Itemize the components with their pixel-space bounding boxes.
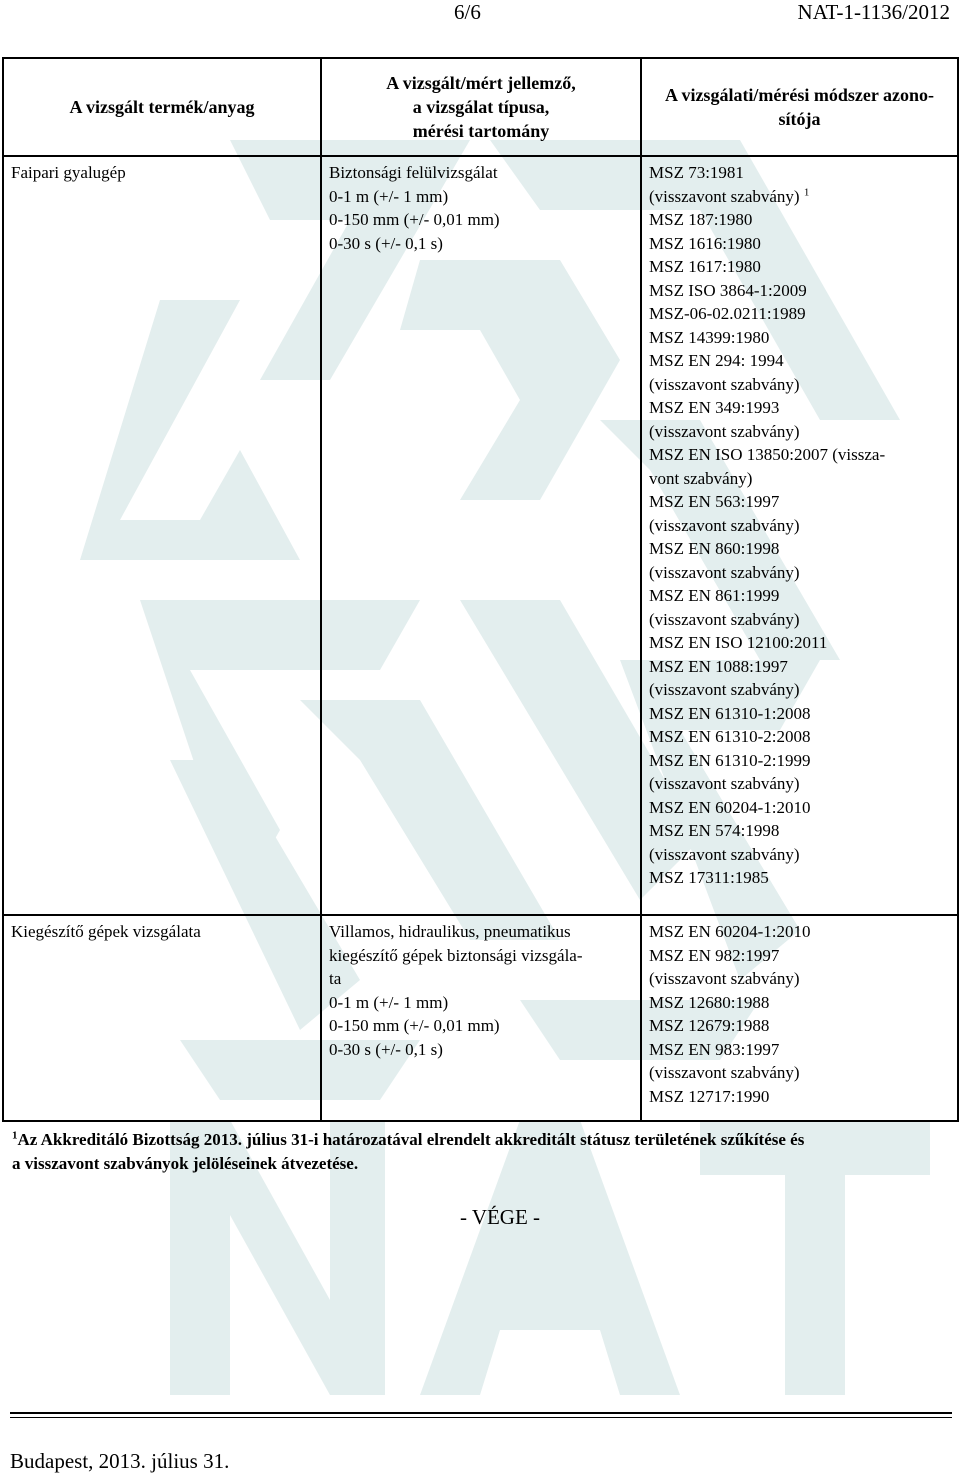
table-header-row: [3, 58, 958, 156]
document-id: NAT-1-1136/2012: [797, 0, 950, 24]
table-row: [3, 915, 958, 1121]
accreditation-table: [2, 57, 959, 1122]
characteristics-cell: Villamos, hidraulikus, pneumatikus kiegészítő gépek biztonsági vizsgála- ta 0-1 m (+/- 1 mm) 0-150 mm (+/- 0,01 mm) 0-30 s (+/- 0,1 s): [321, 915, 641, 1121]
product-cell: Kiegészítő gépek vizsgálata: [3, 915, 321, 1121]
characteristics-cell: Biztonsági felülvizsgálat 0-1 m (+/- 1 mm) 0-150 mm (+/- 0,01 mm) 0-30 s (+/- 0,1 s): [321, 156, 641, 915]
end-mark: - VÉGE -: [459, 1205, 541, 1229]
footer-divider-thin: [10, 1417, 952, 1418]
product-cell: Faipari gyalugép: [3, 156, 321, 915]
footnote: $^1$Az Akkreditáló Bizottság 2013. július 31-i határozatával elrendelt akkreditált státusz területének szűkítése és a visszavont szabványok jelöléseinek átvezetése.: [12, 1129, 805, 1173]
footnote-marker: 1: [12, 1129, 18, 1142]
methods-cell: MSZ 73:1981 (visszavont szabvány) $^1$ MSZ 187:1980 MSZ 1616:1980 MSZ 1617:1980 MSZ ISO 3864-1:2009 MSZ-06-02.0211:1989 MSZ 14399:1980 MSZ EN 294: 1994 (visszavont szabvány) MSZ EN 349:1993 (visszavont szabvány) MSZ EN ISO 13850:2007 (vissza- vont szabvány) MSZ EN 563:1997 (visszavont szabvány) MSZ EN 860:1998 (visszavont szabvány) MSZ EN 861:1999 (visszavont szabvány) MSZ EN ISO 12100:2011 MSZ EN 1088:1997 (visszavont szabvány) MSZ EN 61310-1:2008 MSZ EN 61310-2:2008 MSZ EN 61310-2:1999 (visszavont szabvány) MSZ EN 60204-1:2010 MSZ EN 574:1998 (visszavont szabvány) MSZ 17311:1985: [641, 156, 958, 915]
page-header: [0, 0, 960, 26]
header-characteristics: A vizsgált/mért jellemző, a vizsgálat típusa, mérési tartomány: [321, 58, 641, 156]
page-number: 6/6: [454, 0, 481, 24]
table-row: [3, 156, 958, 915]
footer-divider: [10, 1412, 952, 1414]
header-methods: A vizsgálati/mérési módszer azono- sítója: [641, 58, 958, 156]
header-product: A vizsgált termék/anyag: [3, 58, 321, 156]
methods-cell: MSZ EN 60204-1:2010 MSZ EN 982:1997 (visszavont szabvány) MSZ 12680:1988 MSZ 12679:1988 MSZ EN 983:1997 (visszavont szabvány) MSZ 12717:1990: [641, 915, 958, 1121]
place-date: Budapest, 2013. július 31.: [10, 1449, 230, 1473]
footnote-reference: 1: [803, 185, 810, 198]
